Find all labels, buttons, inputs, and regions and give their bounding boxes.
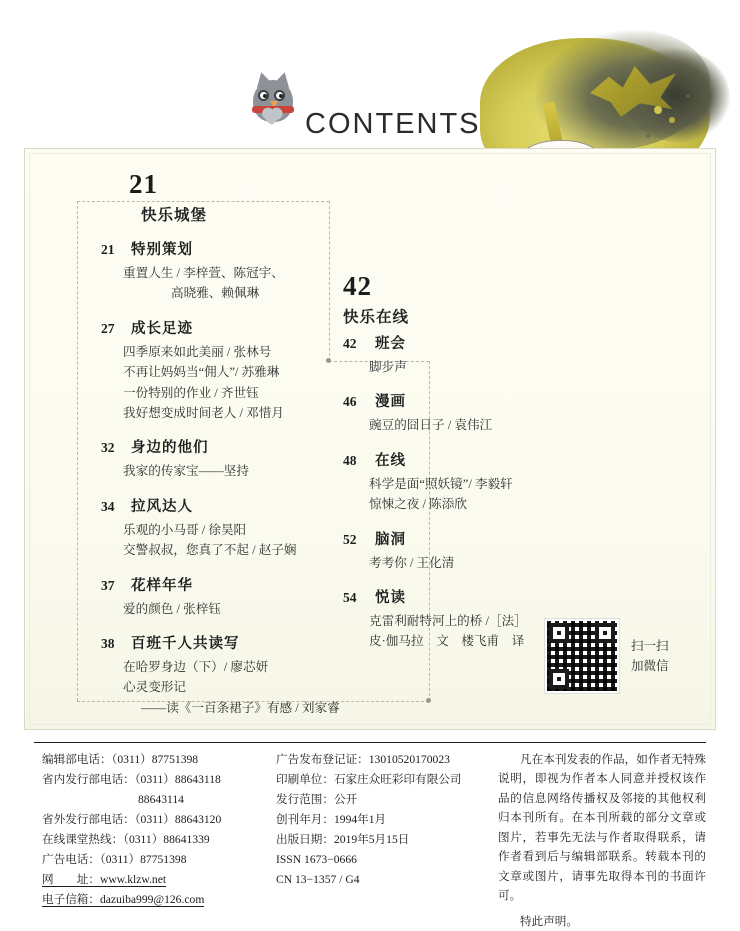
footer-copyright-notice [498,750,706,931]
group-page-number: 34 [101,498,115,514]
footer-row: 广告电话：（0311）87751398 [42,852,187,866]
qr-label [631,636,669,676]
guide-dot-bottom [426,698,431,703]
owl-mascot-icon [250,72,296,130]
group-title: 悦读 [375,589,406,606]
toc-group [101,574,361,619]
page-header [0,0,740,150]
toc-group [343,332,643,377]
footer-row: 印刷单位：石家庄众旺彩印有限公司 [276,772,462,786]
page-title: CONTENTS [305,108,481,140]
toc-group [101,238,361,304]
toc-entry[interactable]: 一份特别的作业 / 齐世钰 [123,385,259,400]
footer-row: 创刊年月：1994年1月 [276,812,387,826]
group-title: 漫画 [375,394,406,411]
toc-entry[interactable]: 我家的传家宝——坚持 [123,464,249,479]
toc-entry[interactable]: 交警叔叔，您真了不起 / 赵子娴 [123,543,297,558]
group-page-number: 46 [343,394,357,410]
toc-group [101,436,361,481]
toc-entry[interactable]: 豌豆的囧日子 / 袁伟江 [369,418,493,433]
toc-entry[interactable]: ——读《一百条裙子》有感 / 刘家睿 [141,700,340,715]
section-happy-online [343,319,643,652]
group-page-number: 42 [343,336,357,351]
toc-entry[interactable]: 心灵变形记 [123,680,186,695]
toc-group [101,317,361,424]
toc-group [343,390,643,435]
toc-group [343,449,643,515]
toc-entry[interactable]: 爱的颜色 / 张梓钰 [123,601,221,616]
toc-entry[interactable]: 在哈罗身边（下）/ 廖芯妍 [123,659,269,674]
group-title: 百班千人共读写 [131,635,240,652]
footer-row: 88643114 [138,792,184,806]
group-title: 脑洞 [375,531,406,548]
group-page-number: 54 [343,589,357,605]
footer-row-cn: CN 13−1357 / G4 [276,872,360,886]
toc-entry[interactable]: 高晓雅、赖佩琳 [171,286,260,301]
group-title: 拉风达人 [131,498,193,515]
group-page-number: 48 [343,452,357,468]
footer-row-issn: ISSN 1673−0666 [276,852,357,866]
section-number: 42 [343,271,372,301]
group-title: 花样年华 [131,577,193,594]
footer-row-website[interactable] [42,870,272,890]
group-page-number: 37 [101,577,115,593]
qr-label-line1: 扫一扫 [631,639,669,653]
toc-entry[interactable]: 皮·伽马拉 文 楼飞甫 译 [369,634,525,649]
group-page-number: 21 [101,242,115,257]
footer-row: 编辑部电话：（0311）87751398 [42,753,199,766]
footer-row: 省外发行部电话：（0311）88643120 [42,812,222,826]
toc-entry[interactable]: 重置人生 / 李梓萱、陈冠宇、 [123,266,284,280]
toc-entry[interactable]: 考考你 / 王化清 [369,555,455,570]
footer-publication-column [276,750,476,890]
website-link[interactable]: 网 址：www.klzw.net [42,872,167,886]
toc-group [101,495,361,561]
group-page-number: 32 [101,440,115,456]
group-page-number: 38 [101,635,115,651]
toc-entry[interactable]: 四季原来如此美丽 / 张林号 [123,344,272,359]
group-page-number: 52 [343,531,357,547]
footer-row: 在线课堂热线：（0311）88641339 [42,832,210,846]
toc-entry[interactable]: 不再让妈妈当“佣人”/ 苏雅琳 [123,365,280,380]
wechat-qr-block[interactable] [545,619,669,693]
section-number: 21 [129,169,158,199]
qr-code-icon[interactable] [545,619,619,693]
section-name: 快乐在线 [343,309,410,326]
toc-entry[interactable]: 脚步声 [369,360,407,374]
toc-entry[interactable]: 科学是面“照妖镜”/ 李毅轩 [369,476,513,491]
contents-panel [24,148,716,730]
toc-entry[interactable]: 惊悚之夜 / 陈添欣 [369,497,467,512]
footer-contact-column [42,750,272,910]
copyright-notice-closing: 特此声明。 [520,914,578,928]
footer-row: 省内发行部电话：（0311）88643118 [42,772,221,786]
group-title: 成长足迹 [131,320,193,337]
group-title: 身边的他们 [131,440,209,457]
email-link[interactable]: 电子信箱：dazuiba999@126.com [42,892,205,906]
group-title: 在线 [375,452,406,469]
footer-row: 出版日期：2019年5月15日 [276,832,410,846]
toc-entry[interactable]: 我好想变成时间老人 / 邓惜月 [123,405,284,420]
guide-line-vertical-left [77,201,78,701]
footer-row-email[interactable] [42,890,272,910]
section-happy-castle [101,169,361,718]
toc-group [343,528,643,573]
section-name: 快乐城堡 [141,207,208,224]
footer-row: 广告发布登记证：13010520170023 [276,753,450,766]
group-title: 班会 [375,336,406,352]
footer-row: 发行范围：公开 [276,792,358,806]
toc-group [101,632,361,718]
toc-entry[interactable]: 乐观的小马哥 / 徐昊阳 [123,522,247,537]
copyright-notice-text: 凡在本刊发表的作品，如作者无特殊说明，即视为作者本人同意并授权该作品的信息网络传播权及邻接的其他权利归本刊所有。在本刊所载的部分文章或图片，若事先无法与作者取得联系，请作者看到后与编辑部联系。转载本刊的文章或图片，请事先取得本刊的书面许可。 [498,753,706,903]
group-title: 特别策划 [131,242,193,258]
qr-label-line2: 加微信 [631,659,669,673]
footer-divider [34,742,706,743]
toc-entry[interactable]: 克雷利耐特河上的桥 /［法］ [369,613,527,628]
group-page-number: 27 [101,320,115,336]
